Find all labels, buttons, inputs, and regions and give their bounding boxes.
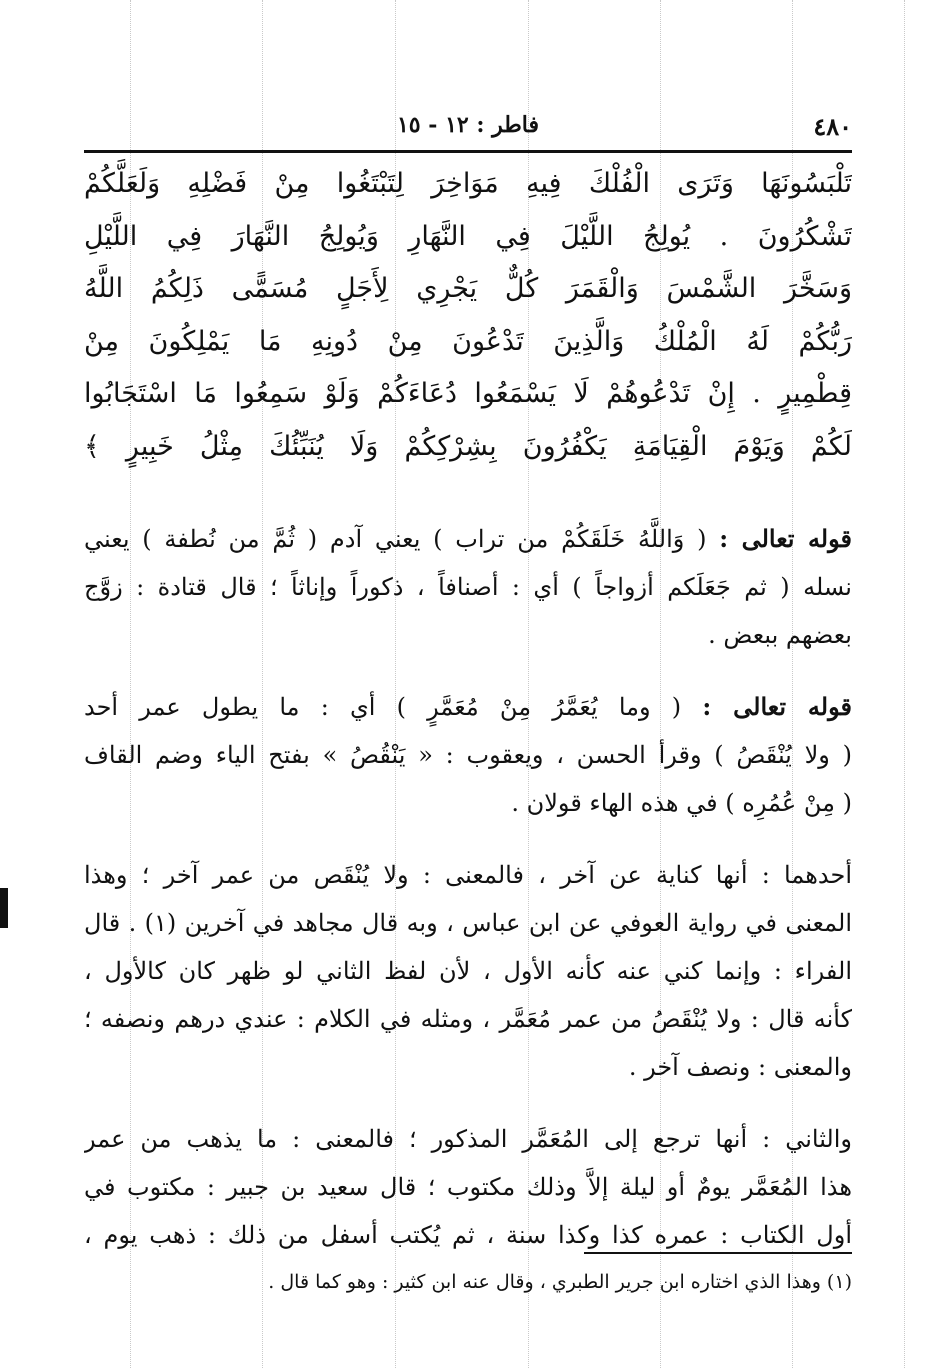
paragraph-line: المعنى في رواية العوفي عن ابن عباس ، وبه قال مجاهد في آخرين (١) . قال (84, 909, 852, 937)
verse-line: تَلْبَسُونَهَا وَتَرَى الْفُلْكَ فِيهِ مَوَاخِرَ لِتَبْتَغُوا مِنْ فَضْلِهِ وَلَعَلَّكُمْ (84, 168, 852, 199)
paragraph-line (84, 683, 852, 731)
paragraph-line: نسله ( ثم جَعَلَكم أزواجاً ) أي : أصنافاً ، ذكوراً وإناثاً ؛ قال قتادة : زوَّج (84, 573, 852, 601)
paragraph-line: أول الكتاب : عمره كذا وكذا سنة ، ثم يُكتب أسفل من ذلك : ذهب يوم ، (84, 1221, 852, 1249)
scan-edge-mark (0, 888, 8, 928)
paragraph-line: ( ولا يُنْقَصُ ) وقرأ الحسن ، ويعقوب : « يَنْقُصُ » بفتح الياء وضم القاف (84, 741, 852, 769)
paragraph-line: أحدهما : أنها كناية عن آخر ، فالمعنى : ولا يُنْقَص من عمر آخر ؛ وهذا (84, 861, 852, 889)
quran-verse-block (84, 158, 852, 473)
verse-line: قِطْمِيرٍ . إِنْ تَدْعُوهُمْ لَا يَسْمَعُوا دُعَاءَكُمْ وَلَوْ سَمِعُوا مَا اسْتَجَابُوا (84, 378, 852, 409)
paragraph-line: والثاني : أنها ترجع إلى المُعَمَّر المذكور ؛ فالمعنى : ما يذهب من عمر (84, 1125, 852, 1153)
line-text: ( وَاللَّهُ خَلَقَكُمْ من تراب ) يعني آدم ( ثُمَّ من نُطفة ) يعني (84, 525, 707, 553)
footnote: (١) وهذا الذي اختاره ابن جرير الطبري ، وقال عنه ابن كثير : وهو كما قال . (268, 1271, 852, 1293)
paragraph-line: هذا المُعَمَّر يومٌ أو ليلة إلاَّ وذلك مكتوب ؛ قال سعيد بن جبير : مكتوب في (84, 1173, 852, 1201)
scan-line (904, 0, 905, 1368)
paragraph-line: بعضهم ببعض . (708, 621, 852, 649)
book-page (84, 100, 852, 1330)
page-number: ٤٨٠ (813, 112, 852, 141)
verse-line: وَسَخَّرَ الشَّمْسَ وَالْقَمَرَ كُلٌّ يَجْرِي لِأَجَلٍ مُسَمًّى ذَلِكُمُ اللَّهُ (84, 273, 852, 304)
verse-line: رَبُّكُمْ لَهُ الْمُلْكُ وَالَّذِينَ تَدْعُونَ مِنْ دُونِهِ مَا يَمْلِكُونَ مِنْ (84, 325, 852, 357)
header-rule (84, 150, 852, 153)
verse-line: لَكُمْ وَيَوْمَ الْقِيَامَةِ يَكْفُرُونَ بِشِرْكِكُمْ وَلَا يُنَبِّئُكَ مِثْلُ خَبِيرٍ ﴾ (84, 430, 852, 462)
verse-line: تَشْكُرُونَ . يُولِجُ اللَّيْلَ فِي النَّهَارِ وَيُولِجُ النَّهَارَ فِي اللَّيْلِ (84, 220, 852, 252)
running-head (84, 112, 852, 152)
commentary-text (84, 515, 852, 1259)
paragraph-line: كأنه قال : ولا يُنْقَصُ من عمر مُعَمَّر ، ومثله في الكلام : عندي درهم ونصفه ؛ (84, 1005, 852, 1033)
paragraph-line: ( مِنْ عُمُرِه ) في هذه الهاء قولان . (511, 789, 852, 817)
paragraph-line: والمعنى : ونصف آخر . (628, 1053, 852, 1081)
surah-reference: فاطر : ١٢ - ١٥ (396, 112, 540, 138)
paragraph-line: الفراء : وإنما كني عنه كأنه الأول ، لأن لفظ الثاني لو ظهر كان كالأول ، (84, 957, 852, 985)
footnote-rule (584, 1252, 852, 1254)
term-label: قوله تعالى : (719, 524, 852, 553)
line-text: ( وما يُعَمَّرُ مِنْ مُعَمَّرٍ ) أي : ما يطول عمر أحد (84, 693, 682, 721)
paragraph-line (84, 515, 852, 563)
term-label: قوله تعالى : (702, 692, 852, 721)
